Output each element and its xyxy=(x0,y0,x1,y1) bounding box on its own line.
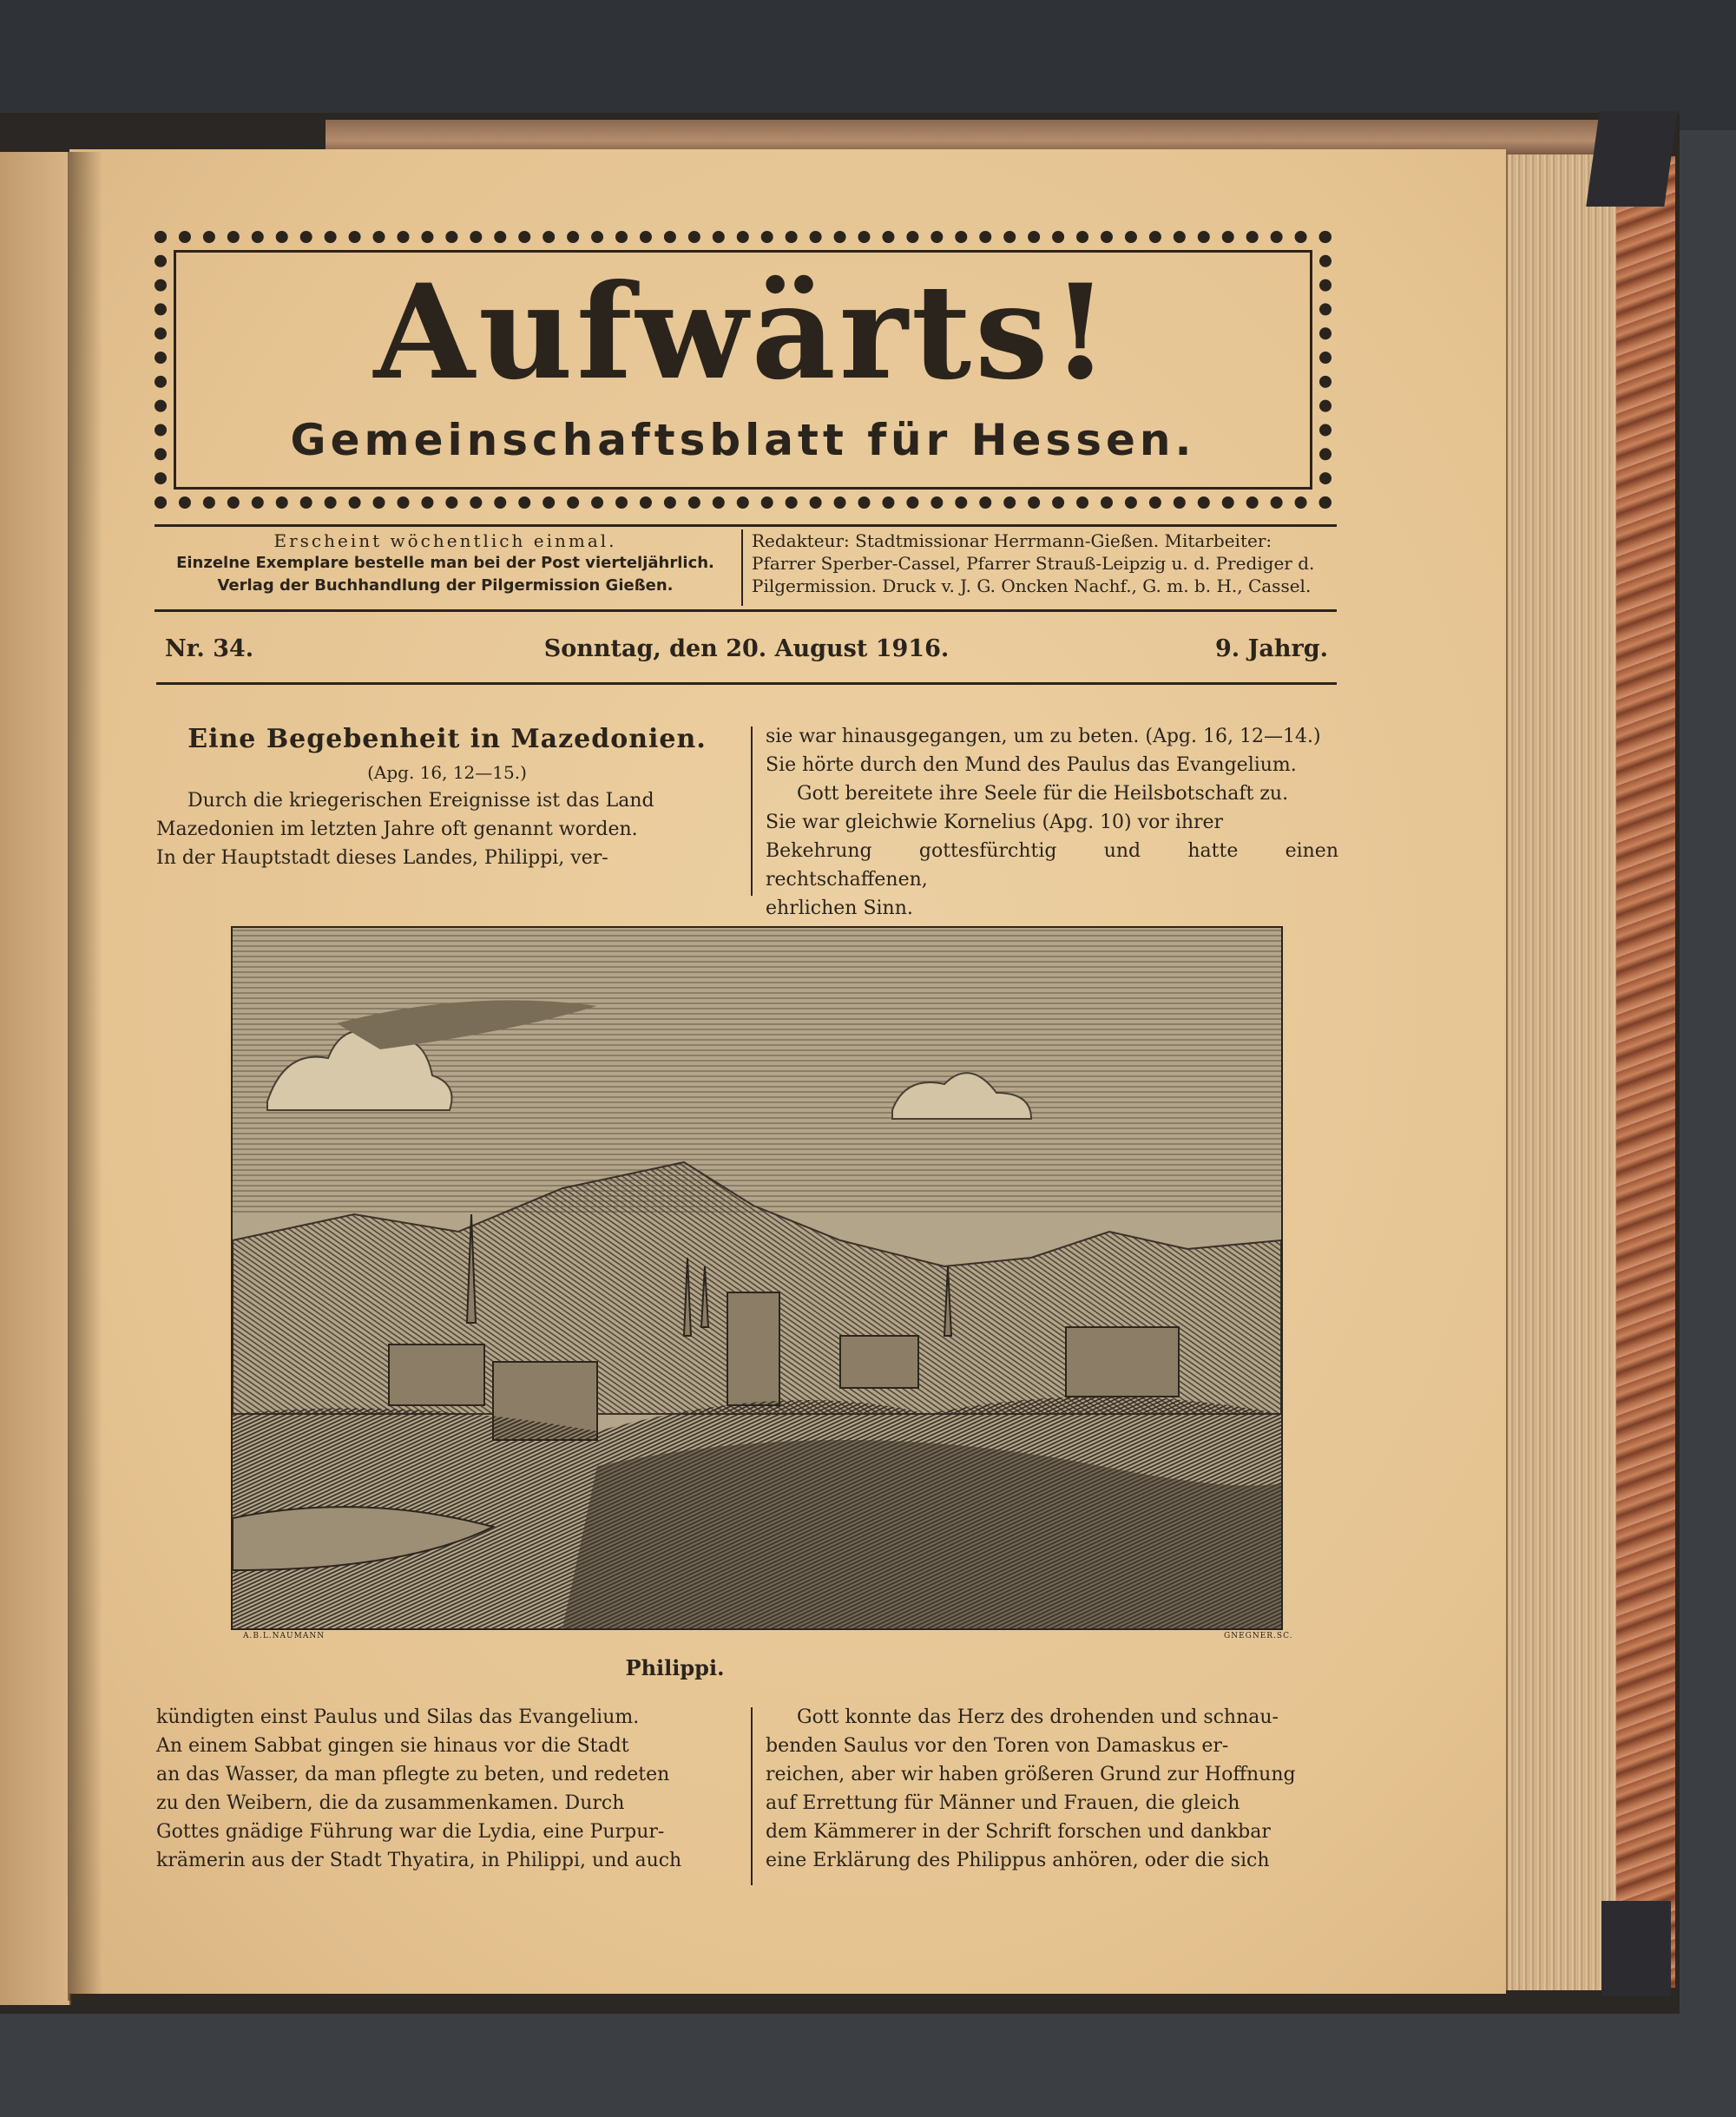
article-top-left-column xyxy=(156,720,738,872)
left-page-edge xyxy=(0,152,71,2005)
spine-shadow xyxy=(68,152,102,2001)
text-line: Mazedonien im letzten Jahre oft genannt worden. xyxy=(156,819,638,840)
article-reference: (Apg. 16, 12—15.) xyxy=(367,762,527,783)
masthead-title: Aufwärts! xyxy=(373,256,1113,409)
scanner-background xyxy=(0,0,1736,130)
text-line: Sie war gleichwie Kornelius (Apg. 10) vor ihrer xyxy=(766,812,1224,833)
engraving-illustration xyxy=(233,928,1281,1628)
text-line: Gott konnte das Herz des drohenden und schnau- xyxy=(797,1706,1279,1728)
info-line: Pilgermission. Druck v. J. G. Oncken Nachf., G. m. b. H., Cassel. xyxy=(752,575,1312,596)
publication-info xyxy=(155,529,736,597)
info-line: Redakteur: Stadtmissionar Herrmann-Gießen. Mitarbeiter: xyxy=(752,530,1272,551)
article-bottom-left-column xyxy=(156,1703,738,1875)
info-divider xyxy=(741,529,743,606)
text-line: eine Erklärung des Philippus anhören, oder die sich xyxy=(766,1850,1270,1871)
newspaper-page xyxy=(69,149,1506,1994)
masthead-frame xyxy=(155,231,1332,509)
marbled-cover xyxy=(1616,156,1675,1988)
masthead-subtitle: Gemeinschaftsblatt für Hessen. xyxy=(290,415,1196,465)
text-line: In der Hauptstadt dieses Landes, Philippi, ver- xyxy=(156,847,608,869)
text-line: An einem Sabbat gingen sie hinaus vor die Stadt xyxy=(156,1735,629,1757)
text-line: ehrlichen Sinn. xyxy=(766,897,913,919)
info-line: Einzelne Exemplare bestelle man bei der Post vierteljährlich. xyxy=(176,554,714,572)
issue-number: Nr. 34. xyxy=(165,635,254,662)
editor-info xyxy=(752,529,1335,597)
article-bottom-right-column xyxy=(766,1703,1338,1875)
cover-corner-top xyxy=(1586,111,1677,207)
text-line: Durch die kriegerischen Ereignisse ist das Land xyxy=(187,790,654,812)
text-line: Gott bereitete ihre Seele für die Heilsbotschaft zu. xyxy=(797,783,1289,805)
info-line: Pfarrer Sperber-Cassel, Pfarrer Strauß-Leipzig u. d. Prediger d. xyxy=(752,553,1315,574)
text-line: benden Saulus vor den Toren von Damaskus er- xyxy=(766,1735,1229,1757)
text-line: zu den Weibern, die da zusammenkamen. Durch xyxy=(156,1792,625,1814)
article-top-right-column xyxy=(766,722,1338,923)
column-divider xyxy=(751,1707,753,1885)
info-box xyxy=(155,529,1335,606)
text-line: dem Kämmerer in der Schrift forschen und dankbar xyxy=(766,1821,1271,1843)
text-line: krämerin aus der Stadt Thyatira, in Philippi, und auch xyxy=(156,1850,682,1871)
cover-corner-bottom xyxy=(1601,1901,1671,1996)
info-line: Erscheint wöchentlich einmal. xyxy=(273,530,617,551)
info-bottom-rule xyxy=(155,609,1337,612)
figure-caption: Philippi. xyxy=(625,1655,725,1680)
article-headline: Eine Begebenheit in Mazedonien. xyxy=(187,724,707,754)
issue-year: 9. Jahrg. xyxy=(1215,635,1328,662)
text-line: Bekehrung gottesfürchtig und hatte einen rechtschaffenen, xyxy=(766,840,1338,891)
text-line: sie war hinausgegangen, um zu beten. (Apg. 16, 12—14.) xyxy=(766,726,1321,747)
issue-line xyxy=(165,635,1328,670)
text-line: Sie hörte durch den Mund des Paulus das Evangelium. xyxy=(766,754,1297,776)
text-line: reichen, aber wir haben größeren Grund zur Hoffnung xyxy=(766,1764,1296,1785)
text-line: an das Wasser, da man pflegte zu beten, und redeten xyxy=(156,1764,670,1785)
philippi-engraving xyxy=(231,926,1283,1630)
info-top-rule xyxy=(155,524,1337,527)
text-line: auf Errettung für Männer und Frauen, die gleich xyxy=(766,1792,1240,1814)
issue-date: Sonntag, den 20. August 1916. xyxy=(543,635,950,662)
text-line: kündigten einst Paulus und Silas das Evangelium. xyxy=(156,1706,640,1728)
issue-rule xyxy=(156,682,1337,685)
column-divider xyxy=(751,726,753,896)
page-block-edge xyxy=(1506,155,1621,1990)
info-line: Verlag der Buchhandlung der Pilgermission Gießen. xyxy=(217,576,674,595)
text-line: Gottes gnädige Führung war die Lydia, eine Purpur- xyxy=(156,1821,665,1843)
engraver-signature-left: A.B.L.NAUMANN xyxy=(243,1632,326,1640)
engraver-signature-right: GNEGNER.SC. xyxy=(1224,1632,1293,1640)
